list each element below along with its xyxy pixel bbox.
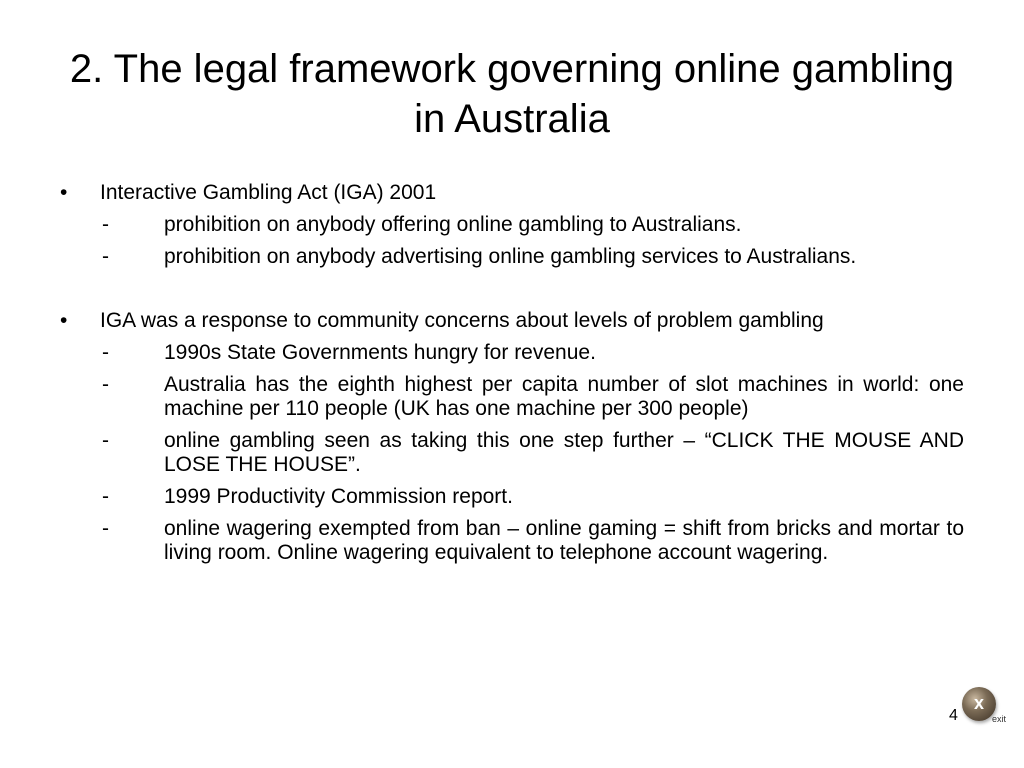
bullet-marker: • [60, 181, 68, 204]
dash-marker: - [102, 485, 109, 508]
dash-marker: - [102, 373, 109, 396]
sub-text: 1990s State Governments hungry for revenue. [164, 341, 596, 364]
bullet-text: IGA was a response to community concerns about levels of problem gambling [100, 309, 824, 332]
sub-item [60, 429, 964, 477]
sub-list [60, 341, 964, 565]
sub-item [60, 485, 964, 509]
bullet-item [60, 181, 964, 205]
sub-text: Australia has the eighth highest per capita number of slot machines in world: one machine per 110 people (UK has one machine per 300 people) [164, 373, 964, 420]
sub-list [60, 213, 964, 269]
dash-marker: - [102, 517, 109, 540]
bullet-marker: • [60, 309, 68, 332]
exit-label: exit [992, 714, 1007, 724]
dash-marker: - [102, 341, 109, 364]
exit-glyph: x [973, 693, 984, 713]
sub-text: online wagering exempted from ban – online gaming = shift from bricks and mortar to living room. Online wagering equivalent to telephone account wagering. [164, 517, 964, 564]
sub-item [60, 245, 964, 269]
slide-title: 2. The legal framework governing online gambling in Australia [69, 47, 955, 141]
sub-text: 1999 Productivity Commission report. [164, 485, 513, 508]
page-number: 4 [949, 707, 958, 724]
dash-marker: - [102, 213, 109, 236]
sub-item [60, 213, 964, 237]
sub-item [60, 373, 964, 421]
sub-text: prohibition on anybody offering online gambling to Australians. [164, 213, 742, 236]
sub-item [60, 517, 964, 565]
bullet-item [60, 309, 964, 333]
sub-item [60, 341, 964, 365]
bullet-text: Interactive Gambling Act (IGA) 2001 [100, 181, 437, 204]
slide-body [60, 181, 964, 573]
exit-icon [962, 687, 996, 721]
sub-text: online gambling seen as taking this one step further – “CLICK THE MOUSE AND LOSE THE HOUSE”. [164, 429, 964, 476]
dash-marker: - [102, 245, 109, 268]
dash-marker: - [102, 429, 109, 452]
exit-button[interactable] [962, 687, 1010, 731]
sub-text: prohibition on anybody advertising online gambling services to Australians. [164, 245, 857, 268]
